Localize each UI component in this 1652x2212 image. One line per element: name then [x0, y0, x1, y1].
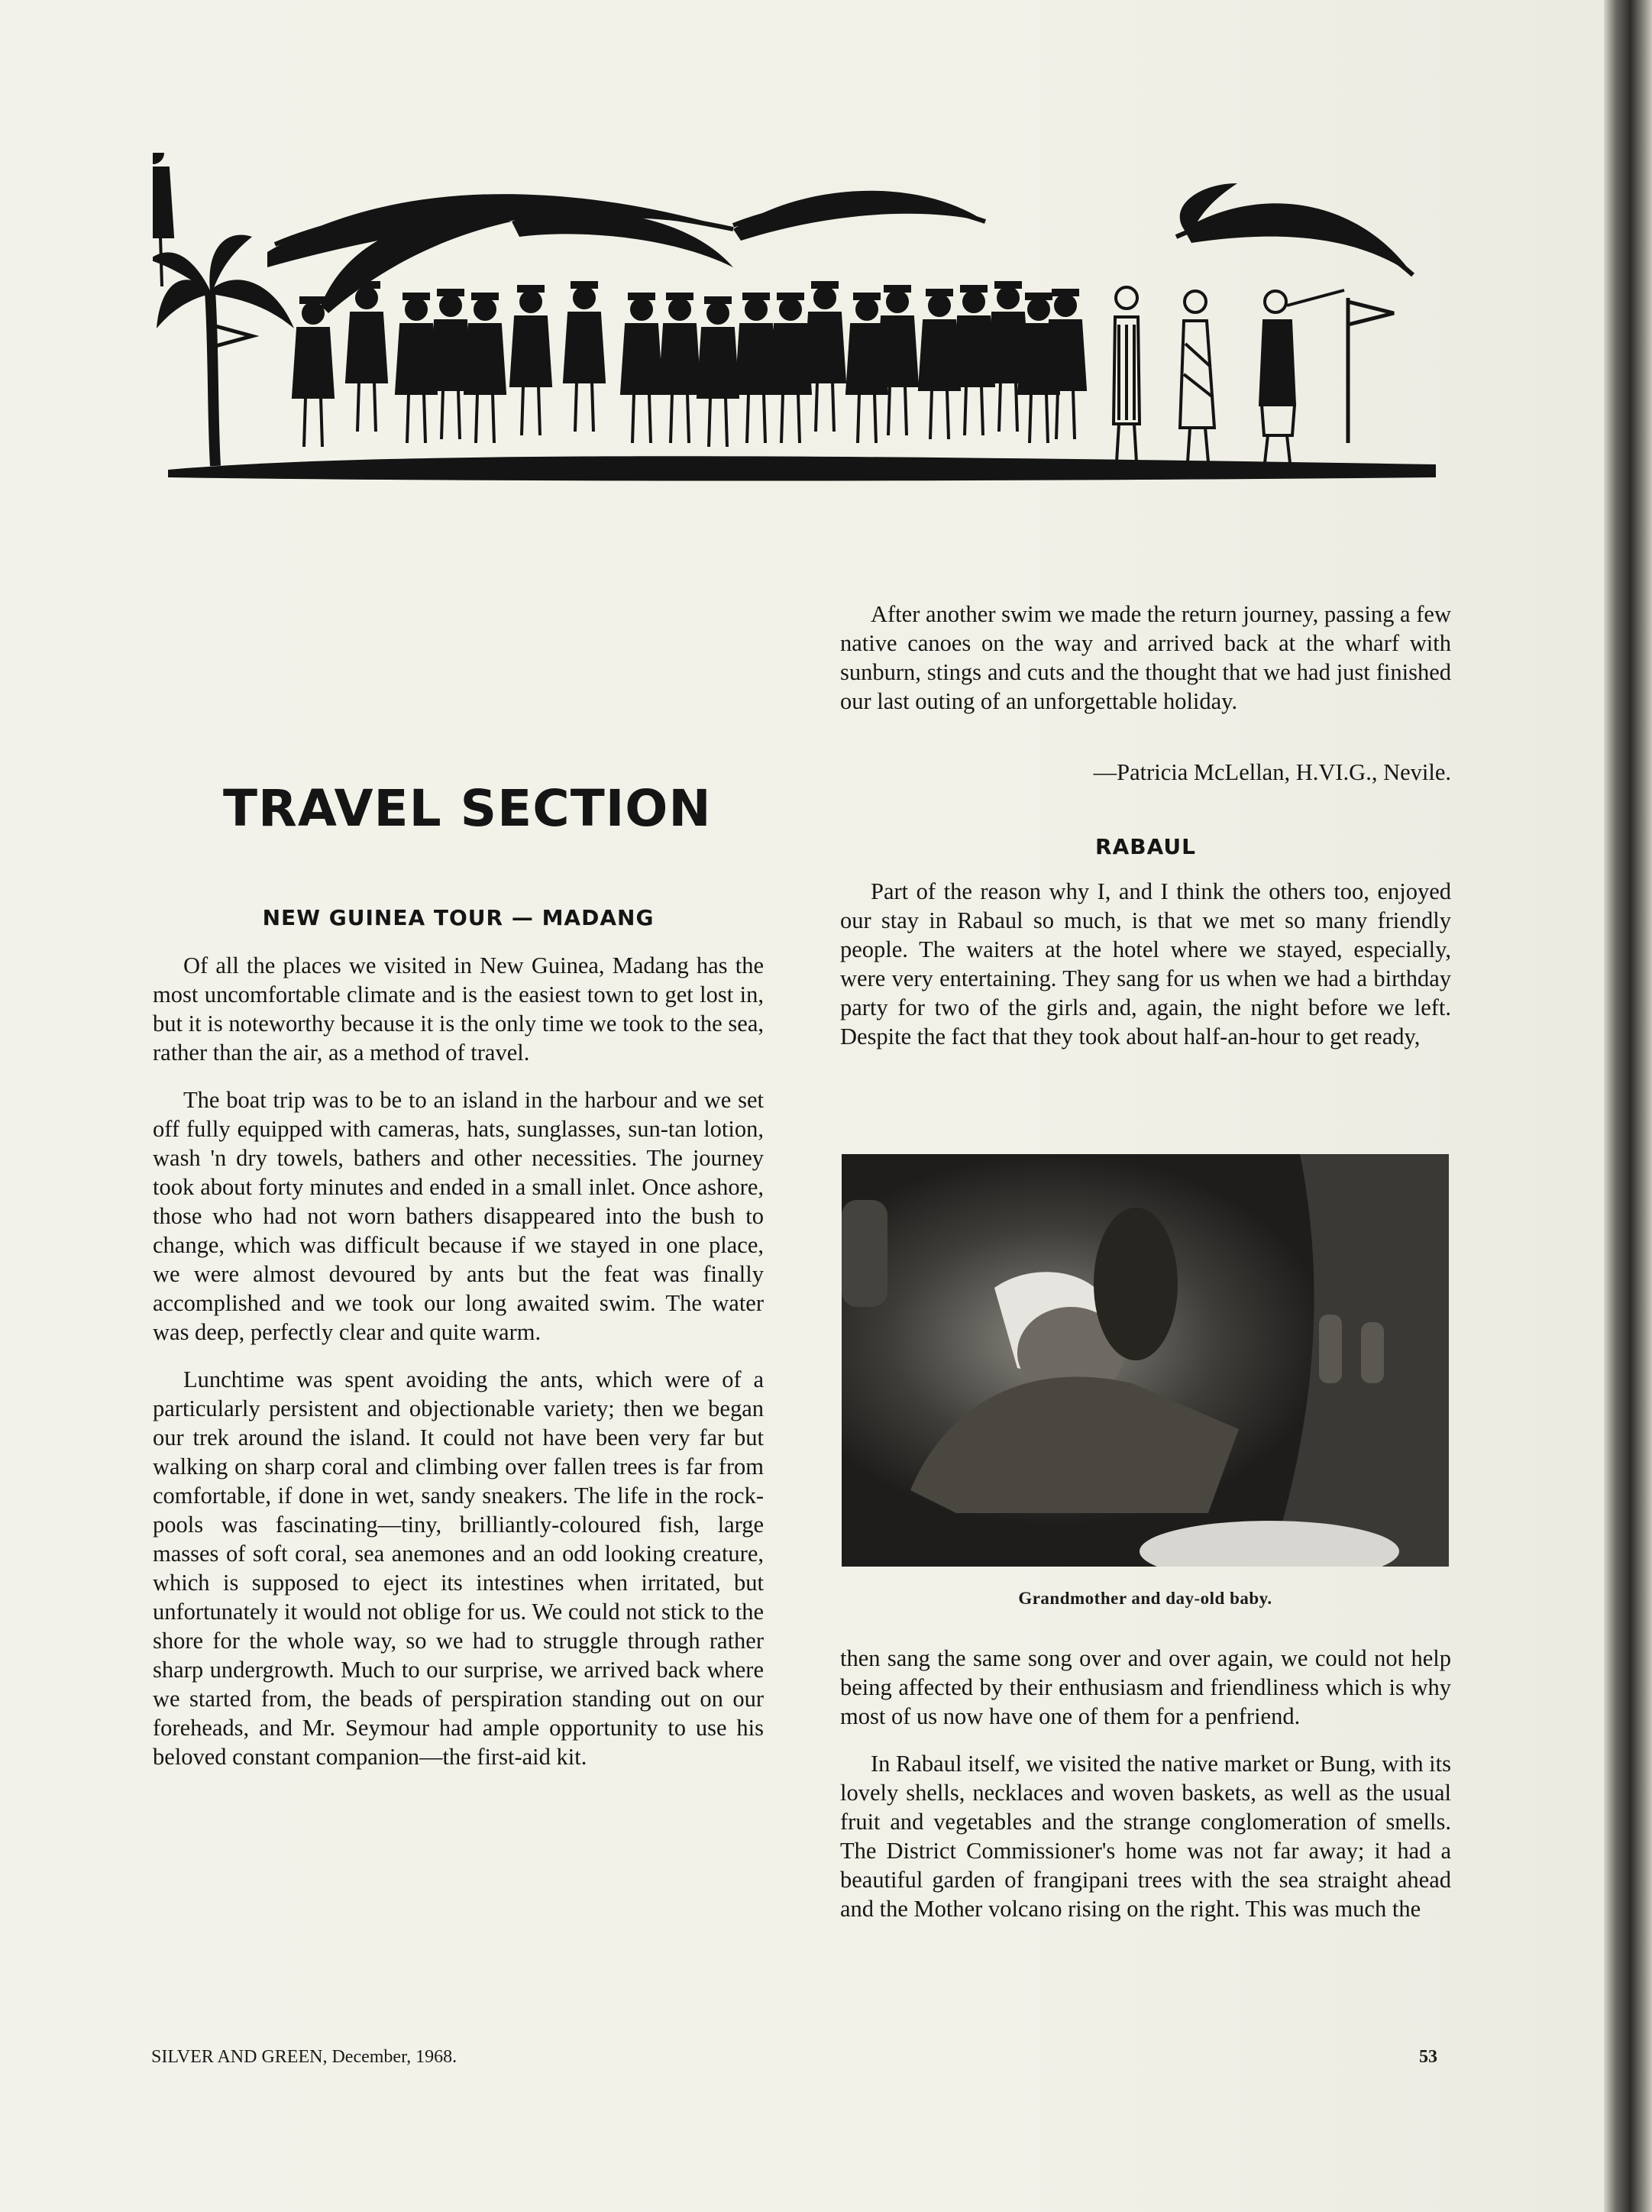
paragraph: then sang the same song over and over again, we could not help being affected by their enthusiasm and friendliness which is why most of us now have one of them for a penfriend.: [840, 1645, 1451, 1729]
paragraph: Of all the places we visited in New Guinea, Madang has the most uncomfortable climate and is the easiest town to get lost in, but it is noteworthy because it is the only time we took to the sea, rather than the air, as a method of travel.: [153, 952, 764, 1066]
rabaul-subhead: RABAUL: [1095, 834, 1196, 859]
section-title: TRAVEL SECTION: [223, 779, 712, 838]
grandmother-baby-photo: [842, 1154, 1449, 1567]
palm-trees-and-travellers-drawing: [153, 153, 1451, 489]
right-column-top: [840, 600, 1451, 734]
paragraph: In Rabaul itself, we visited the native market or Bung, with its lovely shells, necklaces and woven baskets, as well as the usual fruit and vegetables and the strange conglomeration of smells. The District Commissioner's home was not far away; it had a beautiful garden of frangipani trees with the sea straight ahead and the Mother volcano rising on the right. This was much the: [840, 1751, 1451, 1922]
right-column-bottom: [840, 1644, 1451, 1942]
book-spine: [1604, 0, 1652, 2212]
paragraph: The boat trip was to be to an island in the harbour and we set off fully equipped with cameras, hats, sunglasses, sun-tan lotion, wash 'n dry towels, bathers and other necessities. The journey took about forty minutes and ended in a small inlet. Once ashore, those who had not worn bathers disappeared into the bush to change, which was difficult because if we stayed in one place, we were almost devoured by ants but the feat was finally accomplished and we took our long awaited swim. The water was deep, perfectly clear and quite warm.: [153, 1087, 764, 1345]
photo-caption: Grandmother and day-old baby.: [1018, 1589, 1272, 1608]
paragraph: Part of the reason why I, and I think the others too, enjoyed our stay in Rabaul so much, is that we met so many friendly people. The waiters at the hotel where we stayed, especially, were very entertaining. They sang for us when we had a birthday party for two of the girls and, again, the night before we left. Despite the fact that they took about half-an-hour to get ready,: [840, 878, 1451, 1049]
right-column-middle: [840, 877, 1451, 1069]
paragraph: After another swim we made the return journey, passing a few native canoes on the way and arrived back at the wharf with sunburn, stings and cuts and the thought that we had just finished our last outing of an unforgettable holiday.: [840, 601, 1451, 714]
page-number: 53: [1419, 2047, 1437, 2067]
left-column: [153, 951, 764, 1790]
author-signature: —Patricia McLellan, H.VI.G., Nevile.: [1093, 759, 1451, 785]
madang-subhead: NEW GUINEA TOUR — MADANG: [262, 905, 655, 930]
paragraph: Lunchtime was spent avoiding the ants, which were of a particularly persistent and objectionable variety; then we began our trek around the island. It could not have been very far but walking on sharp coral and climbing over fallen trees is far from comfortable, if done in wet, sandy sneakers. The life in the rock-pools was fascinating—tiny, brilliantly-coloured fish, large masses of soft coral, sea anemones and an odd looking creature, which is supposed to eject its intestines when irritated, but unfortunately it would not oblige for us. We could not stick to the shore for the whole way, so we had to struggle through rather sharp undergrowth. Much to our surprise, we arrived back where we started from, the beads of perspiration standing out on our foreheads, and Mr. Seymour had ample opportunity to use his beloved constant companion—the first-aid kit.: [153, 1366, 764, 1770]
footer-publication: SILVER AND GREEN, December, 1968.: [151, 2047, 457, 2067]
